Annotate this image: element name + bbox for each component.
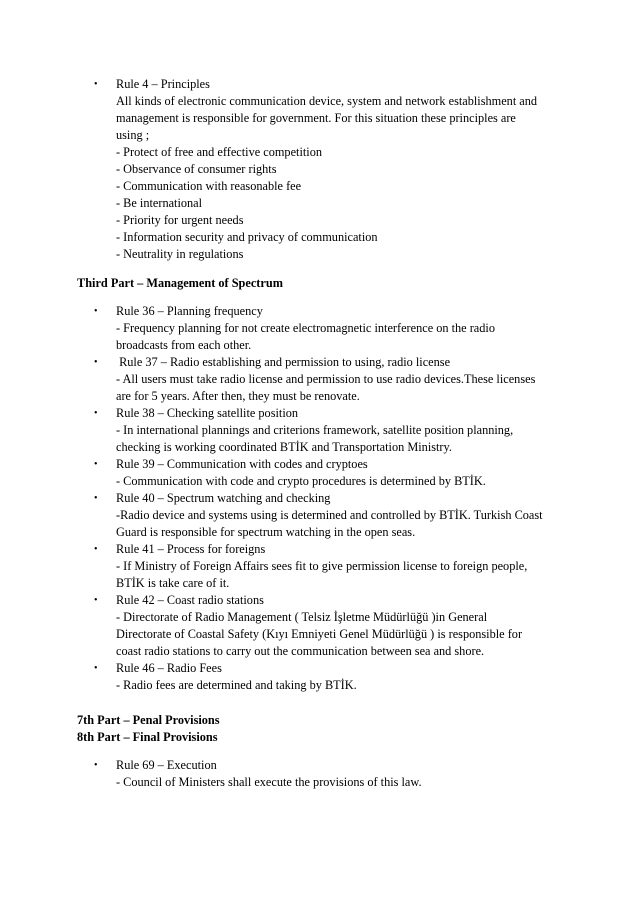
rule-text-line: - Frequency planning for not create electromagnetic interference on the radio xyxy=(116,321,495,335)
rule-text-line: checking is working coordinated BTİK and Transportation Ministry. xyxy=(116,440,452,454)
rule-text-line: - Communication with code and crypto procedures is determined by BTİK. xyxy=(116,474,486,488)
principle-item: - Protect of free and effective competition xyxy=(116,145,322,159)
list-item-rule-41 xyxy=(0,541,638,592)
rule-title: Rule 69 – Execution xyxy=(116,758,217,772)
principle-item: - Information security and privacy of communication xyxy=(116,230,378,244)
rule-title: Rule 46 – Radio Fees xyxy=(116,661,222,675)
rule-text-line: - If Ministry of Foreign Affairs sees fit to give permission license to foreign people, xyxy=(116,559,528,573)
rule-text-line: - Council of Ministers shall execute the provisions of this law. xyxy=(116,775,422,789)
rule-text-line: -Radio device and systems using is determined and controlled by BTİK. Turkish Coast xyxy=(116,508,543,522)
list-item-rule-69 xyxy=(0,757,638,791)
rule-list-final xyxy=(0,757,638,791)
list-item-rule-46 xyxy=(0,660,638,694)
bullet-icon: • xyxy=(94,595,98,606)
list-item-rule-38 xyxy=(0,405,638,456)
bullet-icon: • xyxy=(94,459,98,470)
list-item-rule-39 xyxy=(0,456,638,490)
list-item-rule-4 xyxy=(0,76,638,263)
rule-list-spectrum xyxy=(0,303,638,694)
bullet-icon: • xyxy=(94,760,98,771)
principle-item: - Be international xyxy=(116,196,203,210)
rule-text-line: BTİK is take care of it. xyxy=(116,576,230,590)
section-heading-8th-part: 8th Part – Final Provisions xyxy=(77,730,218,744)
principle-item: - Neutrality in regulations xyxy=(116,247,244,261)
rule-text-line: management is responsible for government. For this situation these principles are xyxy=(116,111,516,125)
section-heading-third-part: Third Part – Management of Spectrum xyxy=(77,276,283,290)
rule-text-line: coast radio stations to carry out the communication between sea and shore. xyxy=(116,644,485,658)
rule-title: Rule 37 – Radio establishing and permission to using, radio license xyxy=(116,355,451,369)
bullet-icon: • xyxy=(94,306,98,317)
bullet-icon: • xyxy=(94,357,98,368)
rule-text-line: - Directorate of Radio Management ( Telsiz İşletme Müdürlüğü )in General xyxy=(116,610,488,624)
section-heading-7th-part: 7th Part – Penal Provisions xyxy=(77,713,220,727)
principle-item: - Observance of consumer rights xyxy=(116,162,277,176)
rule-title: Rule 42 – Coast radio stations xyxy=(116,593,264,607)
rule-text-line: using ; xyxy=(116,128,150,142)
principle-item: - Priority for urgent needs xyxy=(116,213,244,227)
rule-text-line: All kinds of electronic communication device, system and network establishment and xyxy=(116,94,538,108)
bullet-icon: • xyxy=(94,544,98,555)
principle-item: - Communication with reasonable fee xyxy=(116,179,302,193)
rule-text-line: are for 5 years. After then, they must be renovate. xyxy=(116,389,360,403)
rule-text-line: Guard is responsible for spectrum watching in the open seas. xyxy=(116,525,416,539)
rule-text-line: - In international plannings and criterions framework, satellite position planning, xyxy=(116,423,514,437)
rule-title: Rule 36 – Planning frequency xyxy=(116,304,263,318)
list-item-rule-40 xyxy=(0,490,638,541)
rule-text-line: - All users must take radio license and permission to use radio devices.These licenses xyxy=(116,372,536,386)
rule-list-principles xyxy=(0,76,638,263)
bullet-icon: • xyxy=(94,493,98,504)
list-item-rule-36 xyxy=(0,303,638,354)
rule-text-line: - Radio fees are determined and taking by BTİK. xyxy=(116,678,357,692)
bullet-icon: • xyxy=(94,79,98,90)
list-item-rule-37 xyxy=(0,354,638,405)
list-item-rule-42 xyxy=(0,592,638,660)
rule-title: Rule 4 – Principles xyxy=(116,77,210,91)
rule-title: Rule 38 – Checking satellite position xyxy=(116,406,299,420)
rule-title: Rule 40 – Spectrum watching and checking xyxy=(116,491,331,505)
bullet-icon: • xyxy=(94,663,98,674)
rule-text-line: Directorate of Coastal Safety (Kıyı Emniyeti Genel Müdürlüğü ) is responsible for xyxy=(116,627,523,641)
bullet-icon: • xyxy=(94,408,98,419)
rule-title: Rule 41 – Process for foreigns xyxy=(116,542,266,556)
rule-text-line: broadcasts from each other. xyxy=(116,338,252,352)
rule-title: Rule 39 – Communication with codes and cryptoes xyxy=(116,457,368,471)
